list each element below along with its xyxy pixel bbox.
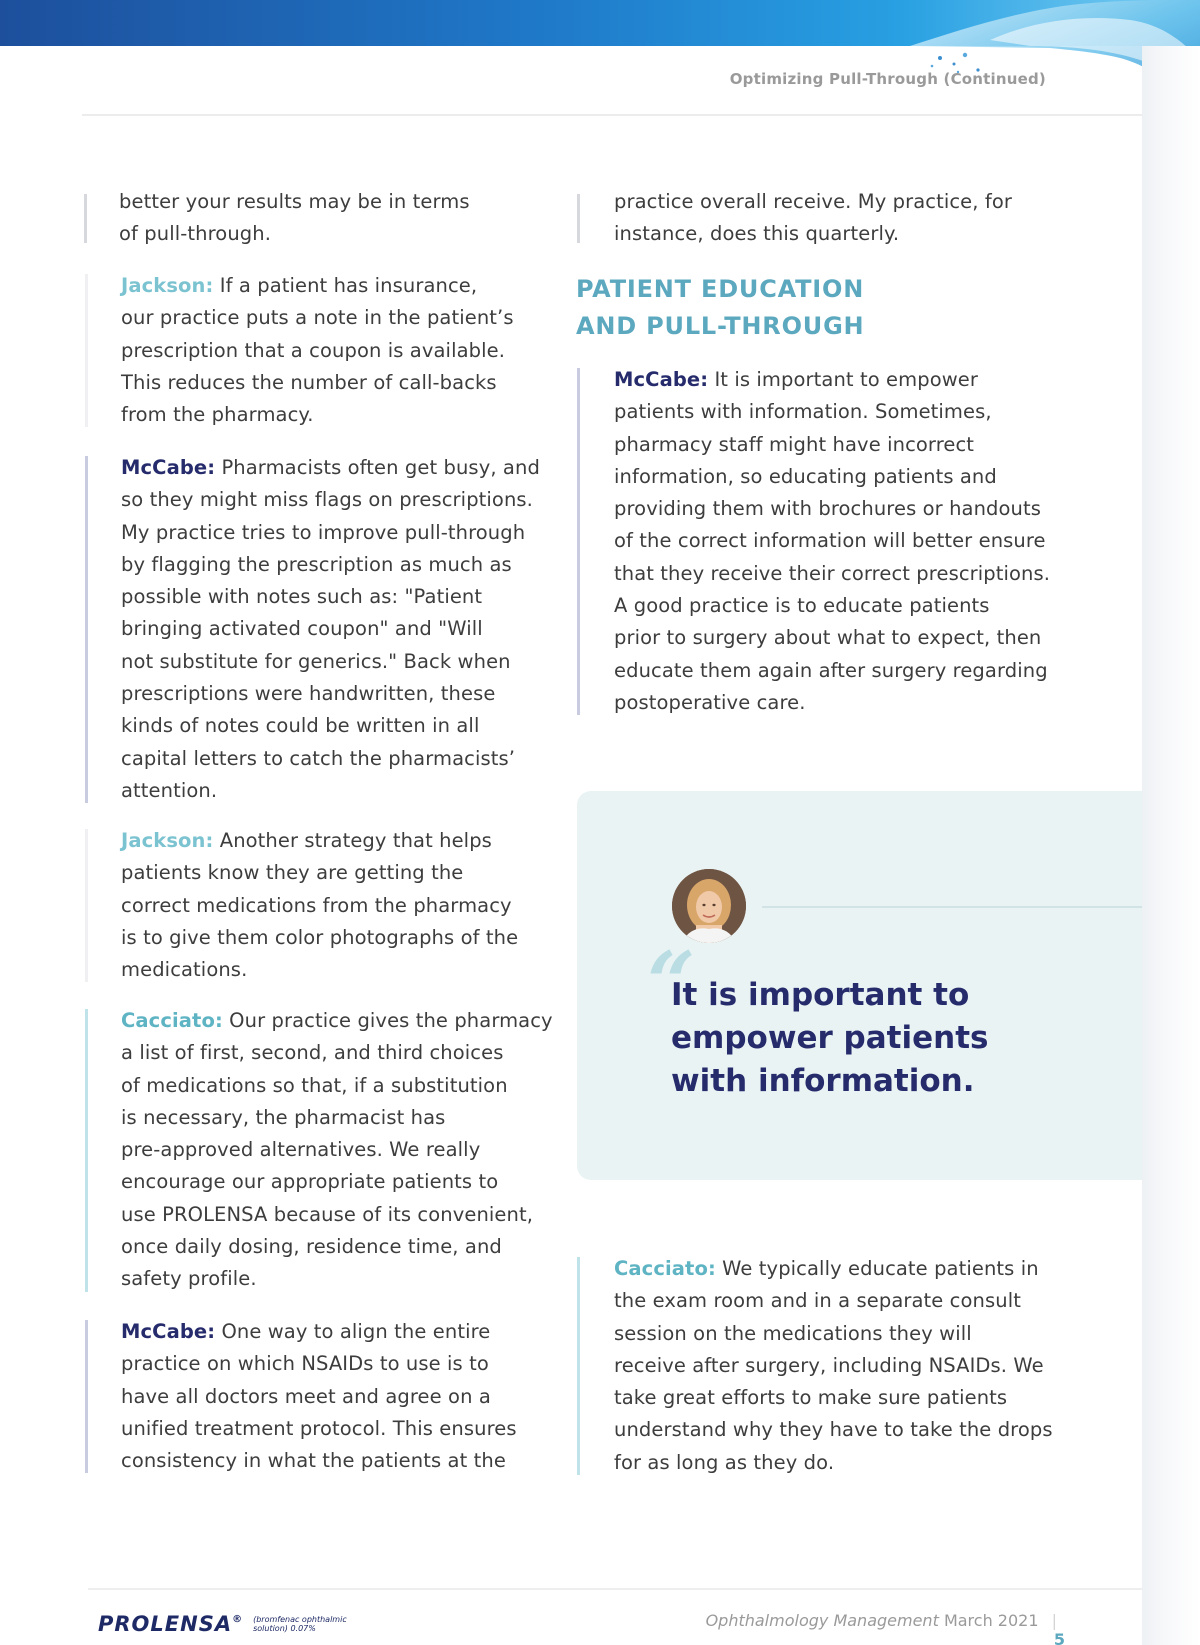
text-line: is to give them color photographs of the <box>121 925 519 949</box>
text-line: correct medications from the pharmacy <box>121 893 512 917</box>
text-line: of medications so that, if a substitution <box>121 1073 508 1097</box>
registered-mark: ® <box>232 1614 244 1625</box>
page-edge-shadow <box>1142 46 1200 1645</box>
text-line: session on the medications they will <box>614 1321 972 1345</box>
text-line: This reduces the number of call-backs <box>121 370 497 394</box>
text-line: providing them with brochures or handouts <box>614 497 1042 521</box>
text-line: from the pharmacy. <box>121 403 314 427</box>
text-line: our practice puts a note in the patient’s <box>121 306 514 330</box>
mccabe-paragraph-2 <box>121 1316 551 1477</box>
paragraph-rule <box>85 456 88 803</box>
speaker-name: Jackson: <box>121 274 214 297</box>
text-line <box>121 825 551 857</box>
text-line: pharmacy staff might have incorrect <box>614 432 975 456</box>
speaker-name: McCabe: <box>121 456 216 479</box>
text-line: receive after surgery, including NSAIDs. We <box>614 1353 1044 1377</box>
pull-quote-text: It is important to empower patients with information. <box>671 977 989 1099</box>
text-line: have all doctors meet and agree on a <box>121 1384 491 1408</box>
text-line: It is important to empower <box>714 368 978 391</box>
text-line: bringing activated coupon" and "Will <box>121 617 483 641</box>
mccabe-paragraph-1 <box>121 452 561 807</box>
text-line <box>614 364 1074 396</box>
text-line: information, so educating patients and <box>614 464 997 488</box>
text-line: better your results may be in terms <box>119 190 470 213</box>
text-line: use PROLENSA because of its convenient, <box>121 1202 534 1226</box>
header-divider <box>82 114 1142 116</box>
logo-subtitle: (bromfenac ophthalmic solution) 0.07% <box>253 1615 347 1633</box>
jackson-paragraph-1 <box>121 270 551 431</box>
paragraph-rule <box>577 368 580 715</box>
speaker-name: Cacciato: <box>614 1257 716 1280</box>
text-line: so they might miss flags on prescriptions. <box>121 488 533 512</box>
quote-divider <box>762 906 1142 908</box>
text-line <box>121 270 551 302</box>
paragraph-rule <box>85 1320 88 1473</box>
text-line: patients with information. Sometimes, <box>614 400 992 424</box>
mccabe-paragraph-3 <box>614 364 1074 719</box>
text-line: prescriptions were handwritten, these <box>121 682 496 706</box>
text-line: understand why they have to take the drops <box>614 1418 1053 1442</box>
pull-quote-box <box>577 791 1142 1180</box>
speaker-name: Cacciato: <box>121 1009 223 1032</box>
publication-name: Ophthalmology Management <box>705 1611 939 1630</box>
text-line: medications. <box>121 958 248 982</box>
text-line: Another strategy that helps <box>219 829 492 852</box>
text-line: Our practice gives the pharmacy <box>229 1009 553 1032</box>
text-line: is necessary, the pharmacist has <box>121 1105 446 1129</box>
text-line: a list of first, second, and third choices <box>121 1041 504 1065</box>
paragraph-rule <box>85 829 88 982</box>
text-line: take great efforts to make sure patients <box>614 1386 1008 1410</box>
prolensa-logo <box>98 1610 363 1638</box>
section-heading: PATIENT EDUCATION AND PULL-THROUGH <box>576 275 865 340</box>
text-line: practice on which NSAIDs to use is to <box>121 1352 489 1376</box>
text-line <box>614 1253 1074 1285</box>
running-head: Optimizing Pull-Through (Continued) <box>729 70 1046 88</box>
issue-date: March 2021 <box>943 1611 1039 1630</box>
text-line: by flagging the prescription as much as <box>121 552 512 576</box>
footer-divider <box>88 1588 1142 1590</box>
text-line: A good practice is to educate patients <box>614 594 990 618</box>
text-line: consistency in what the patients at the <box>121 1449 506 1473</box>
text-line: capital letters to catch the pharmacists’ <box>121 746 516 770</box>
text-line: unified treatment protocol. This ensures <box>121 1416 517 1440</box>
text-line: not substitute for generics." Back when <box>121 649 511 673</box>
text-line: of pull-through. <box>119 222 272 246</box>
paragraph-rule <box>84 194 87 243</box>
text-line: Pharmacists often get busy, and <box>221 456 540 479</box>
text-line: practice overall receive. My practice, for <box>614 190 1012 213</box>
paragraph-rule <box>577 1257 580 1475</box>
text-line: the exam room and in a separate consult <box>614 1289 1021 1313</box>
text-line: prescription that a coupon is available. <box>121 338 506 362</box>
right-paragraph-continued <box>614 186 1074 251</box>
logo-wordmark: PROLENSA <box>98 1612 233 1636</box>
text-line <box>121 1005 561 1037</box>
text-line: pre-approved alternatives. We really <box>121 1138 481 1162</box>
text-line: postoperative care. <box>614 690 806 714</box>
text-line: patients know they are getting the <box>121 861 464 885</box>
text-line: encourage our appropriate patients to <box>121 1170 499 1194</box>
text-line: once daily dosing, residence time, and <box>121 1235 502 1259</box>
page-number: 5 <box>1053 1630 1065 1645</box>
text-line: My practice tries to improve pull-through <box>121 520 526 544</box>
footer-info <box>690 1611 1065 1645</box>
text-line: One way to align the entire <box>221 1320 491 1343</box>
speaker-name: McCabe: <box>614 368 709 391</box>
paragraph-rule <box>85 1009 88 1292</box>
text-line: prior to surgery about what to expect, then <box>614 626 1042 650</box>
jackson-paragraph-2 <box>121 825 551 986</box>
speaker-name: Jackson: <box>121 829 214 852</box>
text-line: instance, does this quarterly. <box>614 222 900 246</box>
text-line: for as long as they do. <box>614 1450 835 1474</box>
speaker-name: McCabe: <box>121 1320 216 1343</box>
quote-mark-icon: “ <box>647 933 696 1032</box>
paragraph-rule <box>85 274 88 427</box>
text-line: kinds of notes could be written in all <box>121 714 480 738</box>
cacciato-paragraph-2 <box>614 1253 1074 1479</box>
avatar <box>672 869 746 943</box>
paragraph-rule <box>577 194 580 243</box>
text-line: that they receive their correct prescriptions. <box>614 561 1051 585</box>
left-paragraph-continued <box>119 186 549 251</box>
text-line: safety profile. <box>121 1267 257 1291</box>
text-line: of the correct information will better ensure <box>614 529 1046 553</box>
text-line <box>121 452 561 484</box>
footer-separator: | <box>1051 1611 1057 1630</box>
text-line: attention. <box>121 778 218 802</box>
text-line: If a patient has insurance, <box>219 274 478 297</box>
cacciato-paragraph-1 <box>121 1005 561 1296</box>
text-line: possible with notes such as: "Patient <box>121 585 483 609</box>
text-line <box>121 1316 551 1348</box>
text-line: educate them again after surgery regarding <box>614 658 1048 682</box>
text-line: We typically educate patients in <box>722 1257 1039 1280</box>
